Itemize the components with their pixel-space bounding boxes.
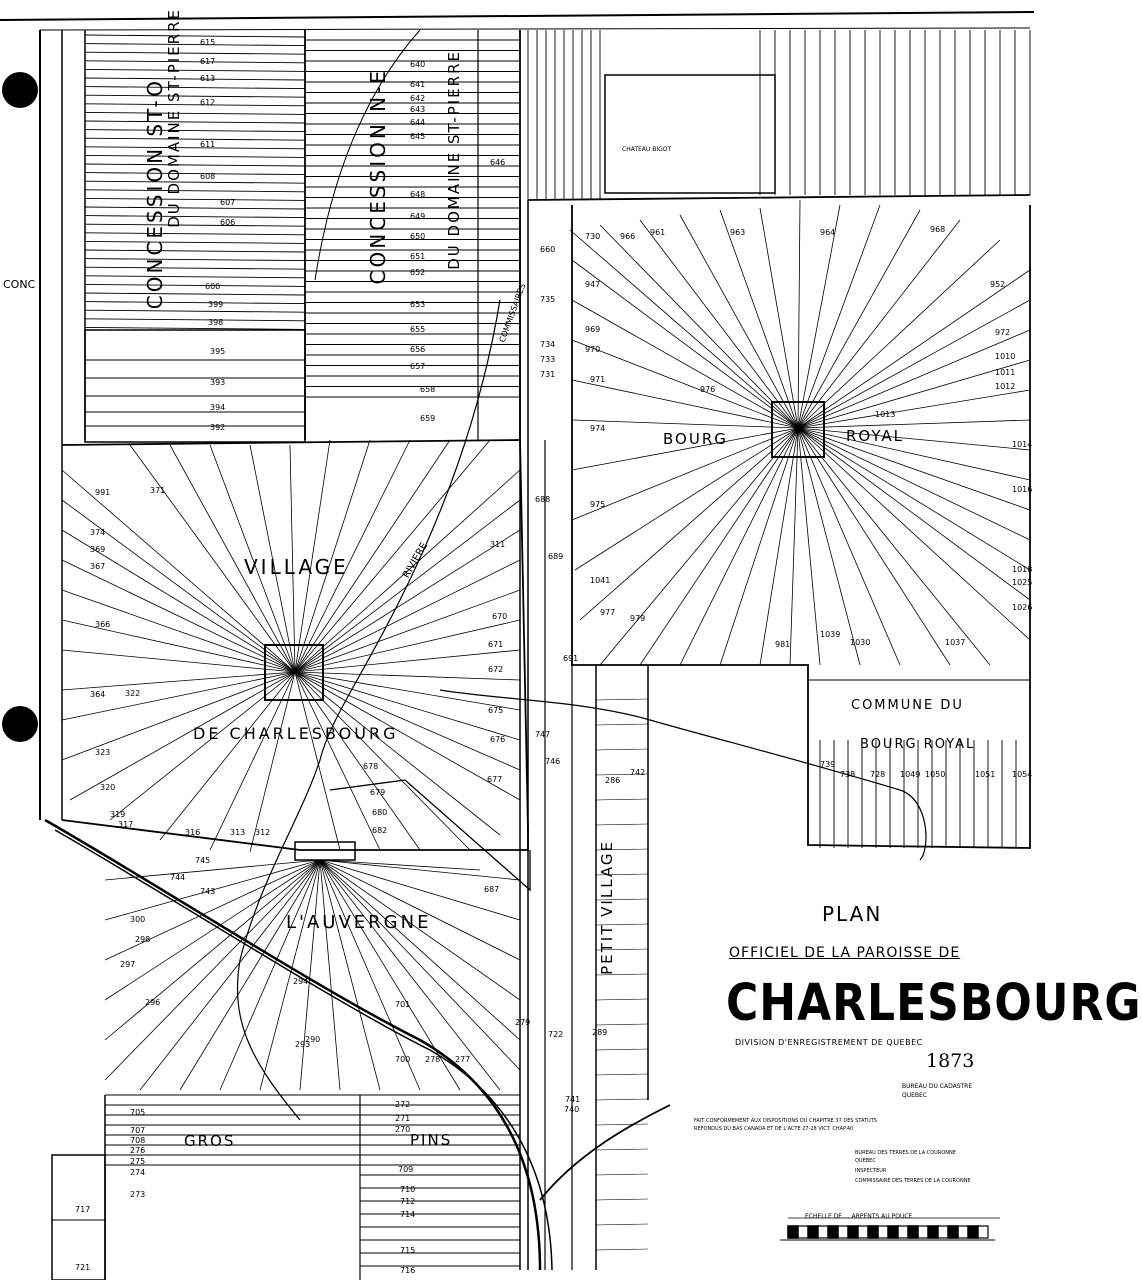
- lot-boundary: [596, 1049, 648, 1050]
- title-note-7: INSPECTEUR: [855, 1168, 887, 1174]
- lot-number: 611: [200, 140, 216, 149]
- lot-boundary: [85, 130, 305, 132]
- lot-number: 399: [208, 300, 224, 309]
- region-label-lauvergne: L'AUVERGNE: [286, 912, 432, 933]
- lot-number: 717: [75, 1205, 91, 1214]
- region-label-royal: ROYAL: [846, 427, 905, 445]
- radial-lot-line: [62, 590, 295, 672]
- lot-number: 642: [410, 94, 426, 103]
- lot-number: 1013: [875, 410, 896, 419]
- lot-number: 1012: [995, 382, 1016, 391]
- radial-lot-line: [140, 860, 320, 1090]
- lot-boundary: [85, 87, 305, 89]
- lot-boundary: [596, 799, 648, 800]
- lot-number: 371: [150, 486, 166, 495]
- lot-number: 966: [620, 232, 636, 241]
- region-label-bourg: BOURG: [663, 430, 728, 448]
- lot-number: 728: [870, 770, 886, 779]
- lot-number: 653: [410, 300, 426, 309]
- radial-lot-line: [295, 672, 520, 680]
- radial-lot-line: [570, 230, 798, 428]
- radial-lot-line: [790, 428, 798, 665]
- lot-boundary: [596, 1174, 648, 1175]
- lot-number: 710: [400, 1185, 416, 1194]
- lot-number: 977: [600, 608, 616, 617]
- lot-number: 364: [90, 690, 106, 699]
- lot-number: 740: [564, 1105, 580, 1114]
- lot-boundary: [85, 147, 305, 149]
- lot-number: 722: [548, 1030, 564, 1039]
- lot-boundary: [85, 121, 305, 123]
- road: [540, 1105, 670, 1200]
- lot-number: 976: [700, 385, 716, 394]
- lot-number: 367: [90, 562, 106, 571]
- title-plan: PLAN: [822, 902, 883, 926]
- lot-boundary: [85, 173, 305, 175]
- radial-lot-line: [260, 860, 320, 1090]
- lot-number: 712: [400, 1197, 416, 1206]
- lot-boundary: [85, 224, 305, 226]
- lot-number: 607: [220, 198, 236, 207]
- lot-number: 297: [120, 960, 136, 969]
- radial-lot-line: [798, 220, 960, 428]
- lot-block: [52, 1155, 105, 1280]
- lot-number: 734: [540, 340, 556, 349]
- lot-boundary: [596, 1074, 648, 1075]
- lot-number: 963: [730, 228, 746, 237]
- lot-number: 1037: [945, 638, 966, 647]
- lot-boundary: [85, 95, 305, 97]
- lot-number: 974: [590, 424, 606, 433]
- lot-number: 969: [585, 325, 601, 334]
- lot-number: 649: [410, 212, 426, 221]
- lot-number: 290: [305, 1035, 321, 1044]
- lot-number: 688: [535, 495, 551, 504]
- lot-boundary: [85, 35, 305, 37]
- radial-lot-line: [798, 200, 800, 428]
- region-label-pins: PINS: [410, 1131, 453, 1149]
- lot-number: 274: [130, 1168, 146, 1177]
- lot-number: 1018: [1012, 565, 1033, 574]
- lot-number: 979: [630, 614, 646, 623]
- lot-number: 675: [488, 706, 504, 715]
- lot-number: 679: [370, 788, 386, 797]
- lot-number: 273: [130, 1190, 146, 1199]
- lot-boundary: [85, 78, 305, 80]
- radial-lot-line: [295, 590, 520, 672]
- lot-boundary: [596, 1199, 648, 1200]
- lot-number: 961: [650, 228, 666, 237]
- region-label-concession-ne-1: CONCESSION N-E: [366, 68, 390, 285]
- lot-number: 279: [515, 1018, 531, 1027]
- radial-lot-line: [295, 672, 503, 835]
- lot-number: 991: [95, 488, 111, 497]
- lot-number: 691: [563, 654, 579, 663]
- lot-number: 689: [548, 552, 564, 561]
- lot-number: 742: [630, 768, 646, 777]
- region-label-concession-ne-2: DU DOMAINE ST-PIERRE: [445, 50, 463, 270]
- title-note-1: BUREAU DU CADASTRE: [902, 1083, 973, 1090]
- radial-lot-line: [320, 860, 480, 870]
- radial-lot-line: [572, 260, 798, 428]
- title-year: 1873: [926, 1050, 975, 1072]
- lot-number: 655: [410, 325, 426, 334]
- lot-number: 298: [135, 935, 151, 944]
- lot-number: 374: [90, 528, 106, 537]
- top-border-inner: [40, 28, 1030, 30]
- lot-boundary: [596, 749, 648, 750]
- lot-boundary: [85, 233, 305, 235]
- radial-lot-line: [798, 330, 1030, 428]
- lot-boundary: [85, 155, 305, 157]
- lot-number: 947: [585, 280, 601, 289]
- lot-number: 952: [990, 280, 1006, 289]
- lot-number: 657: [410, 362, 426, 371]
- radial-lot-line: [105, 860, 320, 880]
- lot-boundary: [85, 138, 305, 140]
- lot-number: 278: [425, 1055, 441, 1064]
- lot-number: 701: [395, 1000, 411, 1009]
- lot-boundary: [85, 181, 305, 183]
- region-label-petit-village: PETIT VILLAGE: [598, 840, 616, 975]
- top-border: [0, 12, 1034, 20]
- lot-number: 648: [410, 190, 426, 199]
- lot-boundary: [596, 824, 648, 825]
- title-subtitle: OFFICIEL DE LA PAROISSE DE: [729, 945, 961, 961]
- lot-boundary: [596, 699, 648, 700]
- lot-boundary: [85, 112, 305, 114]
- radial-lot-line: [720, 428, 798, 665]
- lot-number: 366: [95, 620, 111, 629]
- lot-number: 651: [410, 252, 426, 261]
- lot-number: 658: [420, 385, 436, 394]
- lot-number: 272: [395, 1100, 411, 1109]
- lot-number: 1041: [590, 576, 611, 585]
- lot-boundary: [85, 61, 305, 63]
- lot-number: 395: [210, 347, 226, 356]
- lot-number: 317: [118, 820, 134, 829]
- lot-number: 398: [208, 318, 224, 327]
- lot-number: 714: [400, 1210, 416, 1219]
- radial-lot-line: [798, 428, 1033, 510]
- lot-boundary: [85, 319, 305, 321]
- radial-lot-line: [210, 672, 295, 850]
- lot-number: 311: [490, 540, 506, 549]
- radial-lot-line: [320, 860, 380, 1090]
- lot-number: 735: [540, 295, 556, 304]
- lot-number: 640: [410, 60, 426, 69]
- lot-boundary: [85, 198, 305, 200]
- lot-number: 660: [540, 245, 556, 254]
- lot-number: 600: [205, 282, 221, 291]
- radial-lot-line: [680, 215, 798, 428]
- lot-number: 721: [75, 1263, 91, 1272]
- radial-lot-line: [62, 650, 295, 672]
- chateau-block: [605, 75, 775, 193]
- lot-number: 970: [585, 345, 601, 354]
- lot-number: 644: [410, 118, 426, 127]
- lot-number: 709: [398, 1165, 414, 1174]
- title-note-6: QUEBEC: [855, 1158, 876, 1164]
- title-note-2: QUEBEC: [902, 1092, 928, 1099]
- lot-number: 968: [930, 225, 946, 234]
- scale-label: ECHELLE DE ... ARPENTS AU POUCE: [805, 1213, 913, 1220]
- radial-lot-line: [798, 428, 1033, 540]
- region-label-riviere: RIVIERE: [401, 540, 431, 581]
- radial-lot-line: [798, 205, 880, 428]
- lot-number: 300: [130, 915, 146, 924]
- lot-number: 271: [395, 1114, 411, 1123]
- lot-number: 744: [170, 873, 186, 882]
- lot-number: 316: [185, 828, 201, 837]
- lot-boundary: [85, 164, 305, 166]
- lot-number: 643: [410, 105, 426, 114]
- radial-lot-line: [798, 428, 900, 665]
- radial-lot-line: [640, 220, 798, 428]
- lot-number: 1010: [995, 352, 1016, 361]
- lot-number: 615: [200, 38, 216, 47]
- scale-bar-segment: [848, 1226, 858, 1238]
- radial-lot-line: [295, 650, 520, 672]
- lot-boundary: [596, 1099, 648, 1100]
- lot-number: 981: [775, 640, 791, 649]
- lot-number: 646: [490, 158, 506, 167]
- radial-lot-line: [320, 860, 340, 1090]
- lot-number: 677: [487, 775, 503, 784]
- lot-number: 747: [535, 730, 551, 739]
- lot-number: 394: [210, 403, 226, 412]
- lot-number: 650: [410, 232, 426, 241]
- region-label-concession-so-1: CONCESSION ST-O: [143, 78, 167, 310]
- lot-boundary: [596, 1149, 648, 1150]
- lot-boundary: [596, 724, 648, 725]
- region-label-village: VILLAGE: [244, 555, 349, 579]
- radial-lot-line: [295, 672, 340, 850]
- main-road: [45, 820, 540, 1270]
- lot-number: 716: [400, 1266, 416, 1275]
- title-note-3: FAIT CONFORMEMENT AUX DISPOSITIONS DU CHAPITRE 37 DES STATUTS: [694, 1118, 877, 1124]
- lot-number: 715: [400, 1246, 416, 1255]
- scale-bar-segment: [908, 1226, 918, 1238]
- radial-lot-line: [680, 428, 798, 665]
- lot-number: 700: [395, 1055, 411, 1064]
- region-label-conc: CONC: [3, 278, 36, 291]
- lot-boundary: [85, 302, 305, 304]
- lot-boundary: [85, 190, 305, 192]
- lot-number: 1030: [850, 638, 871, 647]
- radial-lot-line: [798, 428, 1033, 450]
- lot-number: 312: [255, 828, 271, 837]
- radial-lot-line: [575, 428, 798, 570]
- lot-number: 1051: [975, 770, 996, 779]
- region-label-chateau: CHATEAU BIGOT: [622, 146, 672, 153]
- punch-hole-bottom: [2, 706, 38, 742]
- lot-boundary: [85, 327, 305, 329]
- radial-lot-line: [320, 860, 520, 880]
- lot-number: 730: [585, 232, 601, 241]
- radial-lot-line: [798, 428, 820, 665]
- lot-block: [85, 330, 305, 442]
- region-label-commune-2: BOURG ROYAL: [860, 737, 976, 752]
- lot-number: 708: [130, 1136, 146, 1145]
- title-division: DIVISION D'ENREGISTREMENT DE QUEBEC: [735, 1038, 923, 1047]
- lot-number: 294: [293, 977, 309, 986]
- lot-boundary: [85, 241, 305, 243]
- radial-lot-line: [295, 672, 420, 850]
- radial-lot-line: [295, 672, 380, 850]
- lot-boundary: [85, 310, 305, 312]
- lot-number: 659: [420, 414, 436, 423]
- lot-number: 313: [230, 828, 246, 837]
- lot-number: 319: [110, 810, 126, 819]
- lot-number: 392: [210, 423, 226, 432]
- lot-number: 613: [200, 74, 216, 83]
- region-label-commune-1: COMMUNE DU: [851, 698, 964, 713]
- lot-number: 612: [200, 98, 216, 107]
- lot-number: 746: [545, 757, 561, 766]
- lot-boundary: [85, 259, 305, 261]
- lot-number: 678: [363, 762, 379, 771]
- scale-bar-segment: [928, 1226, 938, 1238]
- region-label-concession-so-2: DU DOMAINE ST-PIERRE: [165, 8, 183, 228]
- lot-number: 606: [220, 218, 236, 227]
- radial-lot-line: [798, 420, 1030, 428]
- lot-number: 1025: [1012, 578, 1033, 587]
- lot-number: 680: [372, 808, 388, 817]
- scale-bar-segment: [948, 1226, 958, 1238]
- scale-bar-segment: [888, 1226, 898, 1238]
- radial-lot-line: [798, 270, 1030, 428]
- lot-number: 641: [410, 80, 426, 89]
- region-label-de-charlesbourg: DE CHARLESBOURG: [193, 724, 399, 743]
- lot-number: 687: [484, 885, 500, 894]
- scale-bar-segment: [868, 1226, 878, 1238]
- lot-number: 277: [455, 1055, 471, 1064]
- scale-bar-segment: [808, 1226, 818, 1238]
- lot-number: 286: [605, 776, 621, 785]
- radial-lot-line: [798, 210, 920, 428]
- lot-boundary: [85, 267, 305, 269]
- lot-number: 731: [540, 370, 556, 379]
- road: [528, 195, 1030, 200]
- lot-boundary: [596, 1224, 648, 1225]
- lot-boundary: [85, 276, 305, 278]
- lot-boundary: [85, 207, 305, 209]
- radial-lot-line: [600, 428, 798, 665]
- lot-boundary: [85, 250, 305, 252]
- lot-number: 672: [488, 665, 504, 674]
- lot-number: 964: [820, 228, 836, 237]
- lot-number: 323: [95, 748, 111, 757]
- lot-number: 671: [488, 640, 504, 649]
- lot-number: 670: [492, 612, 508, 621]
- lot-boundary: [85, 104, 305, 106]
- lot-number: 270: [395, 1125, 411, 1134]
- region-label-commissaires: COMMISSAIRES: [497, 282, 528, 344]
- lot-boundary: [85, 216, 305, 218]
- lot-boundary: [85, 44, 305, 46]
- lot-boundary: [596, 1024, 648, 1025]
- lot-number: 393: [210, 378, 226, 387]
- radial-lot-line: [295, 672, 520, 770]
- lot-number: 617: [200, 57, 216, 66]
- lot-number: 676: [490, 735, 506, 744]
- lot-number: 656: [410, 345, 426, 354]
- lot-number: 738: [840, 770, 856, 779]
- lot-number: 705: [130, 1108, 146, 1117]
- lot-number: 1011: [995, 368, 1016, 377]
- lot-boundary: [596, 999, 648, 1000]
- lot-number: 1039: [820, 630, 841, 639]
- lot-number: 608: [200, 172, 216, 181]
- lot-number: 1016: [1012, 485, 1033, 494]
- lot-number: 972: [995, 328, 1011, 337]
- region-label-gros: GROS: [184, 1132, 236, 1150]
- lot-number: 1014: [1012, 440, 1033, 449]
- lot-number: 975: [590, 500, 606, 509]
- lot-number: 1050: [925, 770, 946, 779]
- lot-number: 369: [90, 545, 106, 554]
- lot-number: 971: [590, 375, 606, 384]
- radial-lot-line: [572, 300, 798, 428]
- radial-lot-line: [720, 210, 798, 428]
- lot-number: 743: [200, 887, 216, 896]
- title-note-8: COMMISSAIRE DES TERRES DE LA COURONNE: [855, 1178, 971, 1184]
- lot-number: 707: [130, 1126, 146, 1135]
- lot-boundary: [596, 1249, 648, 1250]
- lot-number: 745: [195, 856, 211, 865]
- lot-number: 682: [372, 826, 388, 835]
- lot-number: 1026: [1012, 603, 1033, 612]
- radial-lot-line: [62, 672, 295, 690]
- lot-number: 652: [410, 268, 426, 277]
- lot-boundary: [85, 293, 305, 295]
- lot-number: 741: [565, 1095, 581, 1104]
- title-parish: CHARLESBOURG: [726, 974, 1142, 1033]
- lot-boundary: [85, 52, 305, 54]
- radial-lot-line: [760, 428, 798, 665]
- lot-boundary: [85, 69, 305, 71]
- auvergne-marker: [295, 842, 355, 860]
- lot-number: 645: [410, 132, 426, 141]
- scale-bar-segment: [828, 1226, 838, 1238]
- scale-bar-segment: [788, 1226, 798, 1238]
- punch-hole-top: [2, 72, 38, 108]
- lot-number: 296: [145, 998, 161, 1007]
- radial-lot-line: [295, 530, 520, 672]
- lot-number: 276: [130, 1146, 146, 1155]
- title-note-5: BUREAU DES TERRES DE LA COURONNE: [855, 1150, 956, 1156]
- lot-number: 733: [540, 355, 556, 364]
- lot-boundary: [596, 1124, 648, 1125]
- lot-number: 293: [295, 1040, 311, 1049]
- scale-bar-segment: [968, 1226, 978, 1238]
- lot-number: 1049: [900, 770, 921, 779]
- lot-number: 320: [100, 783, 116, 792]
- lot-number: 289: [592, 1028, 608, 1037]
- lot-number: 322: [125, 689, 141, 698]
- lot-number: 275: [130, 1157, 146, 1166]
- lot-number: 739: [820, 760, 836, 769]
- lot-boundary: [85, 284, 305, 286]
- title-note-4: REFONDUS DU BAS CANADA ET DE L'ACTE 27-28 VICT. CHAP.40: [694, 1126, 854, 1132]
- lot-number: 1054: [1012, 770, 1033, 779]
